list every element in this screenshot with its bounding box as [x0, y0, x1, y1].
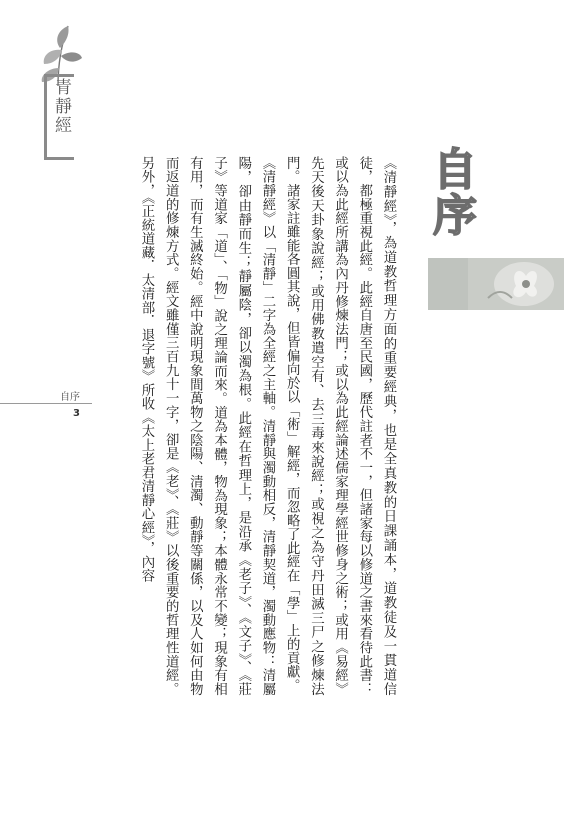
page-number: 3	[73, 408, 80, 419]
paragraph: 《清靜經》，為道教哲理方面的重要經典，也是全真教的日課誦本，道教徒及一貫道信徒，都極重視此經。此經自唐至民國，歷代註者不一，但諸家每以修道之書來看待此書：或以為此經所講為內丹修煉法門；或以為此經論述儒家理學經世修身之術；或用《易經》先天後天卦象說經；或用佛教遣空有、去三毒來說經；或視之為守丹田滅三尸之修煉法門。諸家註雖能各圓其說，但皆偏向於以「術」解經，而忽略了此經在「學」上的貢獻。	[284, 156, 396, 696]
chapter-title: 自序	[425, 146, 476, 238]
paragraph: 《清靜經》以「清靜」二字為全經之主軸。清靜與濁動相反，清靜契道，濁動應物：清屬陽，卻由靜而生；靜屬陰，卻以濁為根。此經在哲理上，是沿承《老子》、《文子》、《莊子》等道家「道」、「物」說之理論而來。道為本體，物為現象；本體永常不變；現象有相有用，而有生滅終始。經中說明現象間萬物之陰陽、清濁、動靜等關係，以及人如何由物而返道的修煉方式。經文雖僅三百九十一字，卻是《老》、《莊》以後重要的哲理性道經。另外，《正統道藏．太清部．退字號》所收《太上老君清靜心經》，內容	[138, 156, 275, 696]
margin-rule	[0, 403, 92, 404]
preface-body	[108, 156, 400, 696]
section-label: 自序	[60, 392, 80, 403]
flower-photo	[428, 258, 564, 310]
book-emblem	[24, 18, 84, 148]
emblem-title: 青靜經	[51, 78, 71, 135]
